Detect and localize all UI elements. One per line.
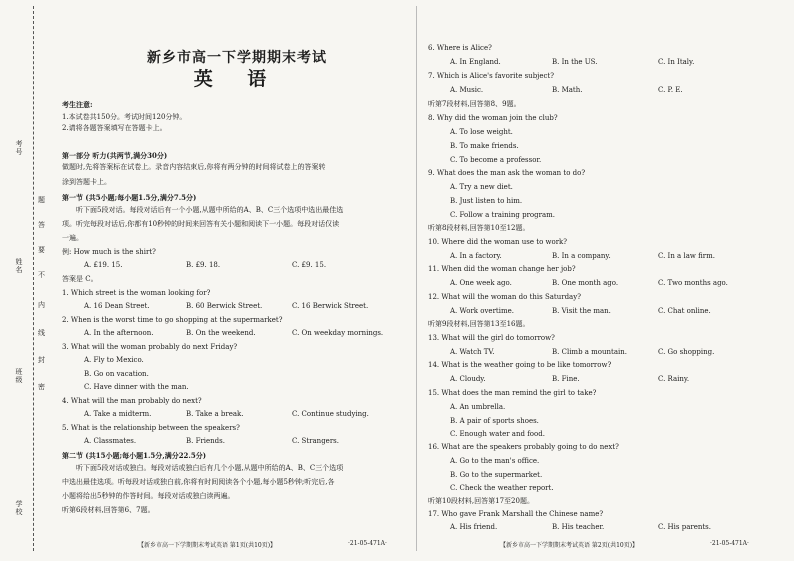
option-12a: A. Work overtime. bbox=[450, 307, 514, 315]
option-5b: B. Friends. bbox=[186, 437, 225, 445]
part1-heading: 第一部分 听力(共两节,满分30分) bbox=[62, 151, 168, 160]
option-6c: C. In Italy. bbox=[658, 58, 695, 66]
seal-char: 密 bbox=[38, 383, 45, 391]
option-4c: C. Continue studying. bbox=[292, 410, 369, 418]
notice-heading: 考生注意: bbox=[62, 100, 93, 109]
question-4: 4. What will the man probably do next? bbox=[62, 397, 202, 405]
question-6: 6. Where is Alice? bbox=[428, 44, 492, 52]
example-option: B. £9. 18. bbox=[186, 261, 221, 269]
section1-heading: 第一节 (共5小题;每小题1.5分,满分7.5分) bbox=[62, 193, 197, 202]
option-9a: A. Try a new diet. bbox=[450, 183, 513, 191]
option-8a: A. To lose weight. bbox=[450, 128, 513, 136]
class-label: 班级 bbox=[15, 368, 23, 384]
example-question: 例: How much is the shirt? bbox=[62, 248, 156, 256]
option-9b: B. Just listen to him. bbox=[450, 197, 523, 205]
example-option: C. £9. 15. bbox=[292, 261, 327, 269]
option-5c: C. Strangers. bbox=[292, 437, 339, 445]
option-7b: B. Math. bbox=[552, 86, 583, 94]
school-label: 学校 bbox=[15, 500, 23, 516]
option-15b: B. A pair of sports shoes. bbox=[450, 417, 539, 425]
option-17b: B. His teacher. bbox=[552, 523, 605, 531]
option-10b: B. In a company. bbox=[552, 252, 611, 260]
option-9c: C. Follow a training program. bbox=[450, 211, 555, 219]
option-14a: A. Cloudy. bbox=[450, 375, 486, 383]
question-2: 2. When is the worst time to go shopping at the supermarket? bbox=[62, 316, 283, 324]
option-13c: C. Go shopping. bbox=[658, 348, 715, 356]
question-3: 3. What will the woman probably do next Friday? bbox=[62, 343, 238, 351]
material-6-note: 听第6段材料,回答第6、7题。 bbox=[62, 506, 155, 514]
material-10-note: 听第10段材料,回答第17至20题。 bbox=[428, 497, 534, 505]
question-7: 7. Which is Alice's favorite subject? bbox=[428, 72, 554, 80]
seal-char: 要 bbox=[38, 246, 45, 254]
option-12b: B. Visit the man. bbox=[552, 307, 611, 315]
option-4a: A. Take a midterm. bbox=[84, 410, 152, 418]
question-10: 10. Where did the woman use to work? bbox=[428, 238, 568, 246]
exam-subject: 英 语 bbox=[193, 68, 281, 90]
option-8b: B. To make friends. bbox=[450, 142, 519, 150]
option-14c: C. Rainy. bbox=[658, 375, 690, 383]
material-9-note: 听第9段材料,回答第13至16题。 bbox=[428, 320, 530, 328]
section2-intro: 小题将给出5秒钟的作答时间。每段对话或独白读两遍。 bbox=[62, 492, 235, 500]
material-7-note: 听第7段材料,回答第8、9题。 bbox=[428, 100, 521, 108]
option-3b: B. Go on vacation. bbox=[84, 370, 149, 378]
page-divider bbox=[416, 6, 417, 551]
option-15a: A. An umbrella. bbox=[450, 403, 506, 411]
page-code: ·21-05-471A· bbox=[348, 540, 387, 547]
option-1a: A. 16 Dean Street. bbox=[84, 302, 150, 310]
option-3a: A. Fly to Mexico. bbox=[84, 356, 144, 364]
option-10c: C. In a law firm. bbox=[658, 252, 715, 260]
seal-char: 不 bbox=[38, 271, 45, 279]
exam-number-label: 考号 bbox=[15, 140, 23, 156]
section2-intro: 听下面5段对话或独白。每段对话或独白后有几个小题,从题中所给的A、B、C三个选项 bbox=[76, 464, 344, 472]
question-1: 1. Which street is the woman looking for? bbox=[62, 289, 211, 297]
notice-item: 2.请将各题答案填写在答题卡上。 bbox=[62, 124, 167, 132]
option-7a: A. Music. bbox=[450, 86, 484, 94]
option-11c: C. Two months ago. bbox=[658, 279, 728, 287]
seal-char: 题 bbox=[38, 196, 45, 204]
seal-char: 封 bbox=[38, 356, 45, 364]
page-footer: 【新乡市高一下学期期末考试英语 第1页(共10页)】 bbox=[138, 542, 277, 549]
option-2a: A. In the afternoon. bbox=[84, 329, 154, 337]
option-6a: A. In England. bbox=[450, 58, 501, 66]
option-6b: B. In the US. bbox=[552, 58, 598, 66]
option-15c: C. Enough water and food. bbox=[450, 430, 545, 438]
seal-line bbox=[33, 6, 34, 551]
option-11a: A. One week ago. bbox=[450, 279, 512, 287]
option-16b: B. Go to the supermarket. bbox=[450, 471, 543, 479]
question-8: 8. Why did the woman join the club? bbox=[428, 114, 558, 122]
question-13: 13. What will the girl do tomorrow? bbox=[428, 334, 555, 342]
section2-intro: 中选出最佳选项。听每段对话或独白前,你将有时间阅读各个小题,每小题5秒钟;听完后,各 bbox=[62, 478, 335, 486]
question-15: 15. What does the man remind the girl to take? bbox=[428, 389, 597, 397]
material-8-note: 听第8段材料,回答第10至12题。 bbox=[428, 224, 530, 232]
option-8c: C. To become a professor. bbox=[450, 156, 542, 164]
section2-heading: 第二节 (共15小题;每小题1.5分,满分22.5分) bbox=[62, 451, 207, 460]
option-17c: C. His parents. bbox=[658, 523, 711, 531]
seal-char: 线 bbox=[38, 329, 45, 337]
question-5: 5. What is the relationship between the speakers? bbox=[62, 424, 240, 432]
option-1c: C. 16 Berwick Street. bbox=[292, 302, 369, 310]
option-12c: C. Chat online. bbox=[658, 307, 711, 315]
question-11: 11. When did the woman change her job? bbox=[428, 265, 576, 273]
option-17a: A. His friend. bbox=[450, 523, 498, 531]
option-7c: C. P. E. bbox=[658, 86, 683, 94]
section1-intro: 项。听完每段对话后,你都有10秒钟的时间来回答有关小题和阅读下一小题。每段对话仅读 bbox=[62, 220, 340, 228]
binding-margin bbox=[0, 0, 56, 561]
option-1b: B. 60 Berwick Street. bbox=[186, 302, 263, 310]
section1-intro: 一遍。 bbox=[62, 234, 83, 242]
option-5a: A. Classmates. bbox=[84, 437, 137, 445]
part1-intro: 涂到答题卡上。 bbox=[62, 178, 111, 186]
question-17: 17. Who gave Frank Marshall the Chinese name? bbox=[428, 510, 604, 518]
option-4b: B. Take a break. bbox=[186, 410, 244, 418]
option-16c: C. Check the weather report. bbox=[450, 484, 554, 492]
option-3c: C. Have dinner with the man. bbox=[84, 383, 189, 391]
part1-intro: 做题时,先将答案标在试卷上。录音内容结束后,你将有两分钟的时间将试卷上的答案转 bbox=[62, 163, 326, 171]
question-12: 12. What will the woman do this Saturday? bbox=[428, 293, 581, 301]
option-13a: A. Watch TV. bbox=[450, 348, 495, 356]
option-14b: B. Fine. bbox=[552, 375, 580, 383]
question-9: 9. What does the man ask the woman to do? bbox=[428, 169, 586, 177]
question-16: 16. What are the speakers probably going to do next? bbox=[428, 443, 619, 451]
option-16a: A. Go to the man's office. bbox=[450, 457, 540, 465]
example-answer: 答案是 C。 bbox=[62, 275, 98, 283]
option-10a: A. In a factory. bbox=[450, 252, 502, 260]
notice-item: 1.本试卷共150分。考试时间120分钟。 bbox=[62, 113, 187, 121]
question-14: 14. What is the weather going to be like tomorrow? bbox=[428, 361, 612, 369]
example-option: A. £19. 15. bbox=[84, 261, 123, 269]
page-footer: 【新乡市高一下学期期末考试英语 第2页(共10页)】 bbox=[500, 542, 639, 549]
name-label: 姓名 bbox=[15, 258, 23, 274]
page-code: ·21-05-471A· bbox=[710, 540, 749, 547]
section1-intro: 听下面5段对话。每段对话后有一个小题,从题中所给的A、B、C三个选项中选出最佳选 bbox=[76, 206, 344, 214]
seal-char: 答 bbox=[38, 221, 45, 229]
seal-char: 内 bbox=[38, 301, 45, 309]
exam-title: 新乡市高一下学期期末考试 bbox=[147, 50, 327, 66]
option-13b: B. Climb a mountain. bbox=[552, 348, 627, 356]
option-11b: B. One month ago. bbox=[552, 279, 619, 287]
option-2b: B. On the weekend. bbox=[186, 329, 256, 337]
option-2c: C. On weekday mornings. bbox=[292, 329, 384, 337]
